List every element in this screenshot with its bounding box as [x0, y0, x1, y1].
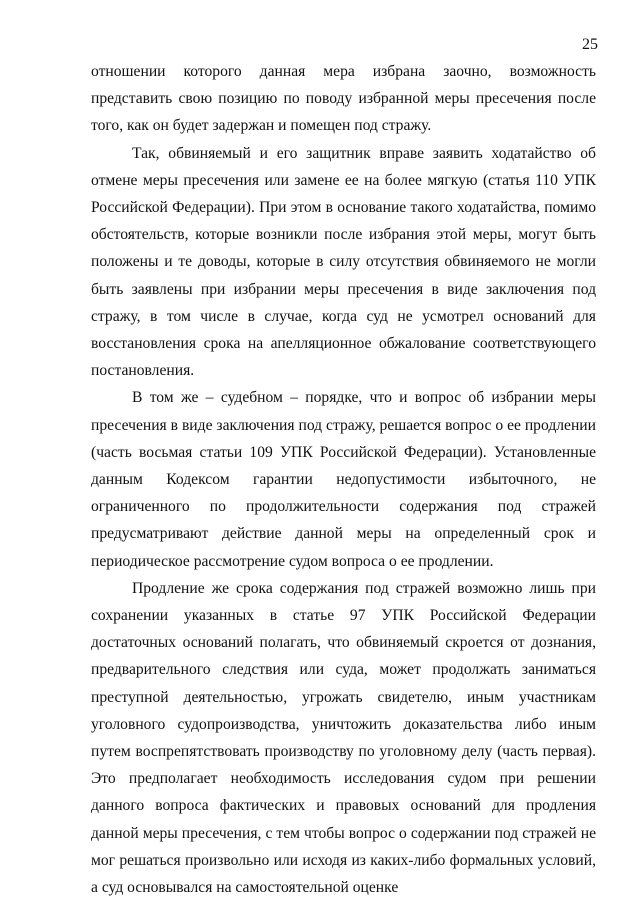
- page-number: 25: [582, 36, 598, 53]
- paragraph-continuation: отношении которого данная мера избрана заочно, возможность представить свою позицию по поводу избранной меры пресечения после того, как он будет задержан и помещен под стражу.: [91, 63, 596, 135]
- paragraph-extension-procedure: В том же – судебном – порядке, что и вопрос об избрании меры пресечения в виде заключения под стражу, решается вопрос о ее продлении (часть восьмая статьи 109 УПК Российской Федерации). Установленные данным Кодексом гарантии недопустимости избыточного, не ограниченного по продолжительности содержания под стражей предусматривают действие данной меры на определенный срок и периодическое рассмотрение судом вопроса о ее продлении.: [91, 389, 596, 570]
- paragraph-petition-rights: Так, обвиняемый и его защитник вправе заявить ходатайство об отмене меры пресечения или замене ее на более мягкую (статья 110 УПК Российской Федерации). При этом в основание такого ходатайства, помимо обстоятельств, которые возникли после избрания этой меры, могут быть положены и те доводы, которые в силу отсутствия обвиняемого не могли быть заявлены при избрании меры пресечения в виде заключения под стражу, в том числе в случае, когда суд не усмотрел оснований для восстановления срока на апелляционное обжалование соответствующего постановления.: [91, 144, 596, 380]
- paragraph-extension-grounds: Продление же срока содержания под стражей возможно лишь при сохранении указанных в статье 97 УПК Российской Федерации достаточных оснований полагать, что обвиняемый скроется от дознания, предварительного следствия или суда, может продолжать заниматься преступной деятельностью, угрожать свидетелю, иным участникам уголовного судопроизводства, уничтожить доказательства либо иным путем воспрепятствовать производству по уголовному делу (часть первая). Это предполагает необходимость исследования судом при решении данного вопроса фактических и правовых оснований для продления данной меры пресечения, с тем чтобы вопрос о содержании под стражей не мог решаться произвольно или исходя из каких-либо формальных условий, а суд основывался на самостоятельной оценке: [91, 579, 596, 897]
- body-text: [91, 58, 596, 901]
